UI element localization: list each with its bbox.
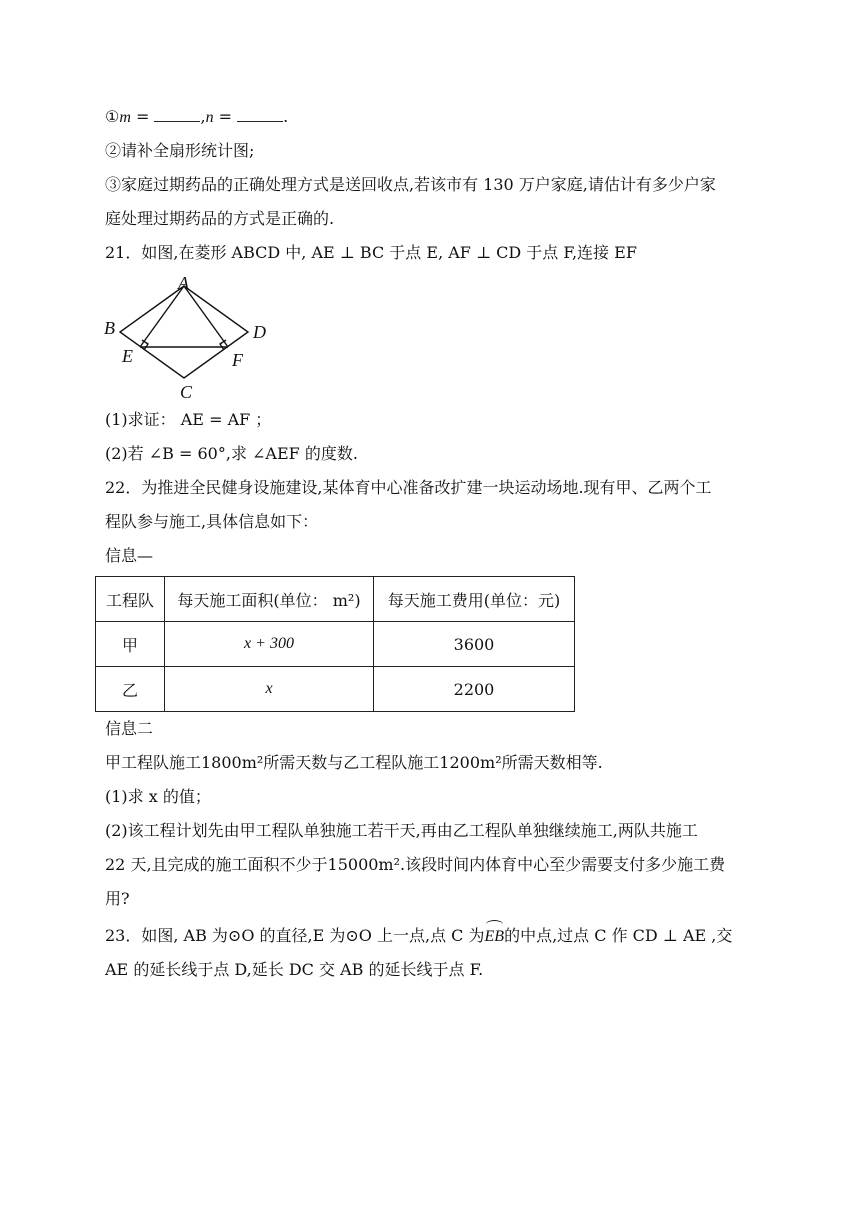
table-cell: 2200: [374, 667, 575, 712]
table-row: [96, 622, 575, 667]
construction-info-table: [95, 576, 575, 712]
segment-ae: [140, 286, 184, 347]
q21-part1: (1)求证： AE = AF ；: [105, 410, 272, 429]
segment-af: [184, 286, 228, 347]
table-row: [96, 667, 575, 712]
q22-info1-label: 信息—: [105, 546, 154, 565]
answer-blank-n: [237, 107, 283, 122]
q22-part1: (1)求 x 的值；: [105, 787, 211, 806]
table-header-cell: 每天施工面积(单位： m²): [165, 577, 374, 622]
rhombus-figure: [100, 272, 280, 404]
q23-stem-line1: 23．如图, AB 为⊙O 的直径,E 为⊙O 上一点,点 C 为EB的中点,过点 C 作 CD ⊥ AE ,交: [105, 925, 732, 948]
q22-part2-line3: 用?: [105, 889, 130, 908]
q22-info2-label: 信息二: [105, 719, 154, 738]
table-cell: x + 300: [165, 622, 374, 667]
q21-stem: 21．如图,在菱形 ABCD 中, AE ⊥ BC 于点 E, AF ⊥ CD 于点 F,连接 EF: [105, 243, 637, 262]
table-cell: 3600: [374, 622, 575, 667]
table-header-cell: 每天施工费用(单位：元): [374, 577, 575, 622]
rhombus-abcd: [120, 286, 248, 378]
label-b: B: [104, 318, 115, 338]
q22-part2-line1: (2)该工程计划先由甲工程队单独施工若干天,再由乙工程队单独继续施工,两队共施工: [105, 821, 698, 840]
q22-stem-line2: 程队参与施工,具体信息如下：: [105, 512, 319, 531]
answer-blank-m: [154, 107, 200, 122]
label-d: D: [253, 322, 266, 342]
label-c: C: [180, 382, 193, 402]
table-cell: x: [165, 667, 374, 712]
q22-stem-line1: 22．为推进全民健身设施建设,某体育中心准备改扩建一块运动场地.现有甲、乙两个工: [105, 478, 712, 497]
table-header-cell: 工程队: [96, 577, 165, 622]
q22-info2-text: 甲工程队施工1800m²所需天数与乙工程队施工1200m²所需天数相等.: [105, 753, 603, 772]
table-cell: 甲: [96, 622, 165, 667]
label-a: A: [178, 273, 189, 293]
q20-item3-line2: 庭处理过期药品的方式是正确的.: [105, 209, 335, 228]
q20-item1: ①m = ,n = .: [105, 107, 289, 126]
arc-eb: EB: [485, 926, 505, 948]
label-f: F: [232, 350, 243, 370]
q22-part2-line2: 22 天,且完成的施工面积不少于15000m².该段时间内体育中心至少需要支付多少施工费: [105, 855, 726, 874]
table-cell: 乙: [96, 667, 165, 712]
q21-part2: (2)若 ∠B = 60°,求 ∠AEF 的度数.: [105, 444, 358, 463]
table-header-row: [96, 577, 575, 622]
q20-item3-line1: ③家庭过期药品的正确处理方式是送回收点,若该市有 130 万户家庭,请估计有多少户家: [105, 175, 716, 194]
q20-item2: ②请补全扇形统计图;: [105, 141, 255, 160]
label-e: E: [122, 346, 133, 366]
q23-stem-line2: AE 的延长线于点 D,延长 DC 交 AB 的延长线于点 F.: [105, 960, 484, 979]
